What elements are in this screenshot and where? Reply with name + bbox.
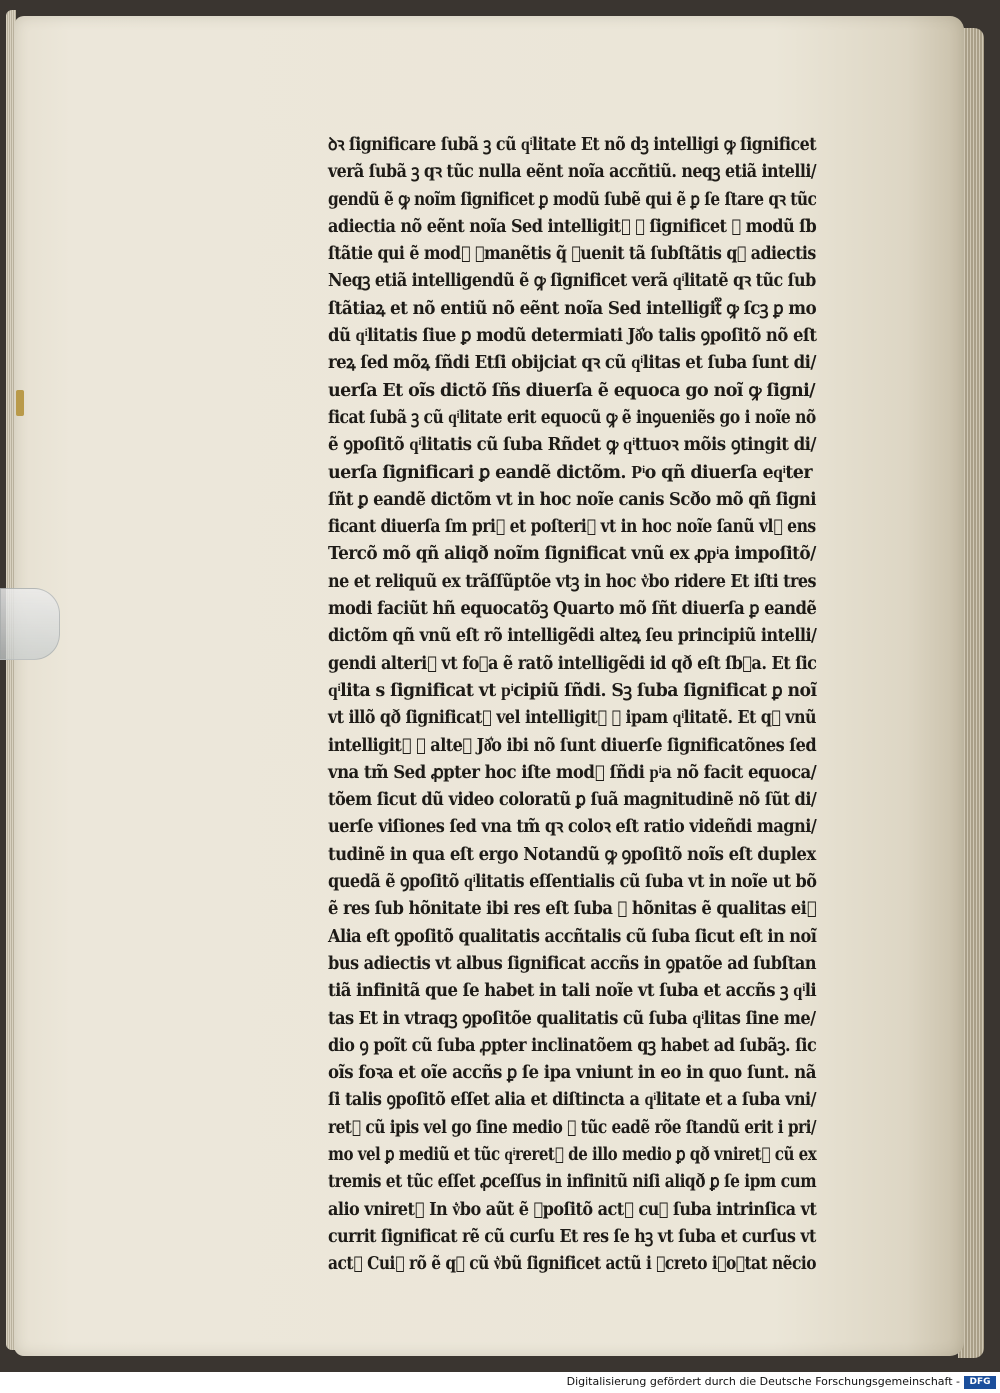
text-line: tremis et tũc eſſet ꝓceſſus in infinitũ niſi aliqð ꝑ ſe ipm cum	[328, 1172, 817, 1193]
text-line: vna tm̃ Sed ꝓpter hoc iſte mod᷒ ſñdi pͥa nõ facit equoca/	[328, 762, 817, 783]
text-line: tiã infinitã que ſe habet in tali noĩe vt ſuba et accñs ꝫ qͥli	[328, 981, 817, 1002]
text-line: ſtãtiaꝝ et nõ entiũ nõ eẽnt noĩa Sed intelligit᷑ ꝙ ſcꝫ ꝑ mo	[328, 298, 817, 319]
text-line: uerſa Et oĩs dictõ ſñs diuerſa ẽ equoca go noĩ ꝙ ſigni/	[328, 380, 815, 401]
text-line: ſi talis ꝯpoſitõ eſſet alia et diſtincta a qͥlitate et a ſuba vni/	[328, 1090, 816, 1111]
text-line: gendũ ẽ ꝙ noĩm ſignificet ꝑ modũ ſubẽ qui ẽ ꝑ ſe ſtare qꝛ tũc	[328, 189, 817, 210]
text-column	[328, 132, 816, 1278]
text-line: ſtãtie qui ẽ mod᷒ ꝑmanẽtis q̃ ꝯuenit tã ſubſtãtis qꝫ adiectis	[328, 244, 816, 265]
text-line: gendi alteri᷒ vt foꝛa ẽ ratõ intelligẽdi id qð eſt ſbꝛa. Et ſic	[328, 653, 817, 674]
text-line: ſñt ꝑ eandẽ dictõm vt in hoc noĩe canis Scðo mõ qñ ſigni	[328, 489, 816, 510]
text-line: ficant diuerſa ſm pri᷒ et poſteri᷒ vt in hoc noĩe ſanũ vl᷑ ens	[328, 517, 816, 538]
text-line: currit ſignificat rẽ cũ curſu Et res ſe hꝫ vt ſuba et curſus vt	[328, 1226, 816, 1247]
book-clip	[0, 588, 60, 660]
text-line: tudinẽ in qua eſt ergo Notandũ ꝙ ꝯpoſitõ noĩs eſt duplex	[328, 844, 816, 865]
text-line: uerſa ſignificari ꝑ eandẽ dictõm. Pͥo qñ diuerſa eqͥter	[328, 462, 812, 483]
text-line: alio vniret᷑ In v͛bo aũt ẽ ꝯpoſitõ act᷒ cuꝫ ſuba intrinſica vt	[328, 1199, 817, 1220]
text-line: oĩs foꝛa et oĩe accñs ꝑ ſe ipa vniunt in eo in quo ſunt. nã	[328, 1063, 816, 1084]
text-line: uerſe viſiones ſed vna tm̃ qꝛ coloꝛ eſt ratio videñdi magni/	[328, 817, 817, 838]
faded-folio-mark	[108, 62, 148, 88]
text-line: bus adiectis vt albus ſignificat accñs in ꝯpatõe ad ſubſtan	[328, 953, 817, 974]
dfg-logo: DFG	[964, 1376, 996, 1389]
text-line: dio ꝯ poĩt cũ ſuba ꝓpter inclinatõem qꝫ habet ad ſubãꝫ. ſic	[328, 1035, 817, 1056]
text-line: dũ qͥlitatis ſiue ꝑ modũ determiati Jð͛o talis ꝯpoſitõ nõ eſt	[328, 326, 817, 347]
text-line: modi faciũt hñ equocatõꝫ Quarto mõ ſñt diuerſa ꝑ eandẽ	[328, 599, 817, 620]
text-line: vt illõ qð ſignificat᷑ vel intelligit᷑ ꝑ ipam qͥlitatẽ. Et qꝛ vnũ	[328, 708, 816, 729]
text-line: intelligit᷑ ꝑ alteꝝ Jð͛o ibi nõ ſunt diuerſe ſignificatõnes ſed	[328, 735, 817, 756]
text-line: reꝝ ſed mõꝝ ſñdi Etſi obijciat qꝛ cũ qͥlitas et ſuba ſunt di/	[328, 353, 816, 374]
text-line: act᷒ Cui᷒ rõ ẽ qꝛ cũ v͛bũ ſignificet actũ i ꝯcreto iꝑoꝛtat nẽcio	[328, 1254, 816, 1275]
page-tab-marker	[16, 390, 24, 416]
text-line: tõem ſicut dũ video coloratũ ꝑ ſuã magnitudinẽ nõ ſũt di/	[328, 790, 817, 811]
text-line: Tercõ mõ qñ aliqð noĩm ſignificat vnũ ex ꝓpͥa impoſitõ/	[328, 544, 816, 565]
text-line: Neqꝫ etiã intelligendũ ẽ ꝙ ſignificet verã qͥlitatẽ qꝛ tũc ſub	[328, 271, 816, 292]
text-line: ꝺꝛ ſignificare ſubã ꝫ cũ qͥlitate Et nõ dꝫ intelligi ꝙ ſignificet	[328, 135, 817, 155]
text-line: dictõm qñ vnũ eſt rõ intelligẽdi alteꝝ ſeu principiũ intelli/	[328, 626, 817, 647]
text-line: mo vel ꝑ mediũ et tũc qͥreret᷑ de illo medio ꝑ qð vniret᷑ cũ ex	[328, 1144, 817, 1165]
text-line: ẽ ꝯpoſitõ qͥlitatis cũ ſuba Rñdet ꝙ qͥttuoꝛ mõis ꝯtingit di/	[328, 435, 816, 456]
text-line: ficat ſubã ꝫ cũ qͥlitate erit equocũ ꝙ ẽ inꝯueniẽs go i noĩe nõ	[328, 407, 816, 428]
text-line: Alia eſt ꝯpoſitõ qualitatis accñtalis cũ ſuba ſicut eſt in noĩ	[328, 926, 817, 947]
text-line: ne et reliquũ ex trãſſũptõe vtꝫ in hoc v͛bo ridere Et iſti tres	[328, 571, 816, 592]
text-line: ret᷑ cũ ipis vel go ſine medio ⁊ tũc eadẽ rõe ſtandũ erit i pri/	[328, 1117, 816, 1138]
text-line: tas Et in vtraqꝫ ꝯpoſitõe qualitatis cũ ſuba qͥlitas ſine me/	[328, 1008, 816, 1029]
text-line: adiectia nõ eẽnt noĩa Sed intelligit᷑ ꝙ ſignificet ꝑ modũ ſb	[328, 216, 817, 237]
text-line: quedã ẽ ꝯpoſitõ qͥlitatis eſſentialis cũ ſuba vt in noĩe ut bõ	[328, 872, 817, 893]
footer-credit: Digitalisierung gefördert durch die Deutsche Forschungsgemeinschaft -	[566, 1375, 960, 1388]
text-line: ẽ res ſub hõnitate ibi res eſt ſuba ⁊ hõnitas ẽ qualitas ei᷒	[328, 899, 817, 920]
footer-bar	[0, 1372, 1000, 1393]
text-line: qͥlita s ſignificat vt pͥcipiũ ſñdi. Sꝫ ſuba ſignificat ꝑ noĩ	[328, 680, 817, 701]
text-line: verã ſubã ꝫ qꝛ tũc nulla eẽnt noĩa accñtiũ. neqꝫ etiã intelli/	[328, 162, 817, 183]
